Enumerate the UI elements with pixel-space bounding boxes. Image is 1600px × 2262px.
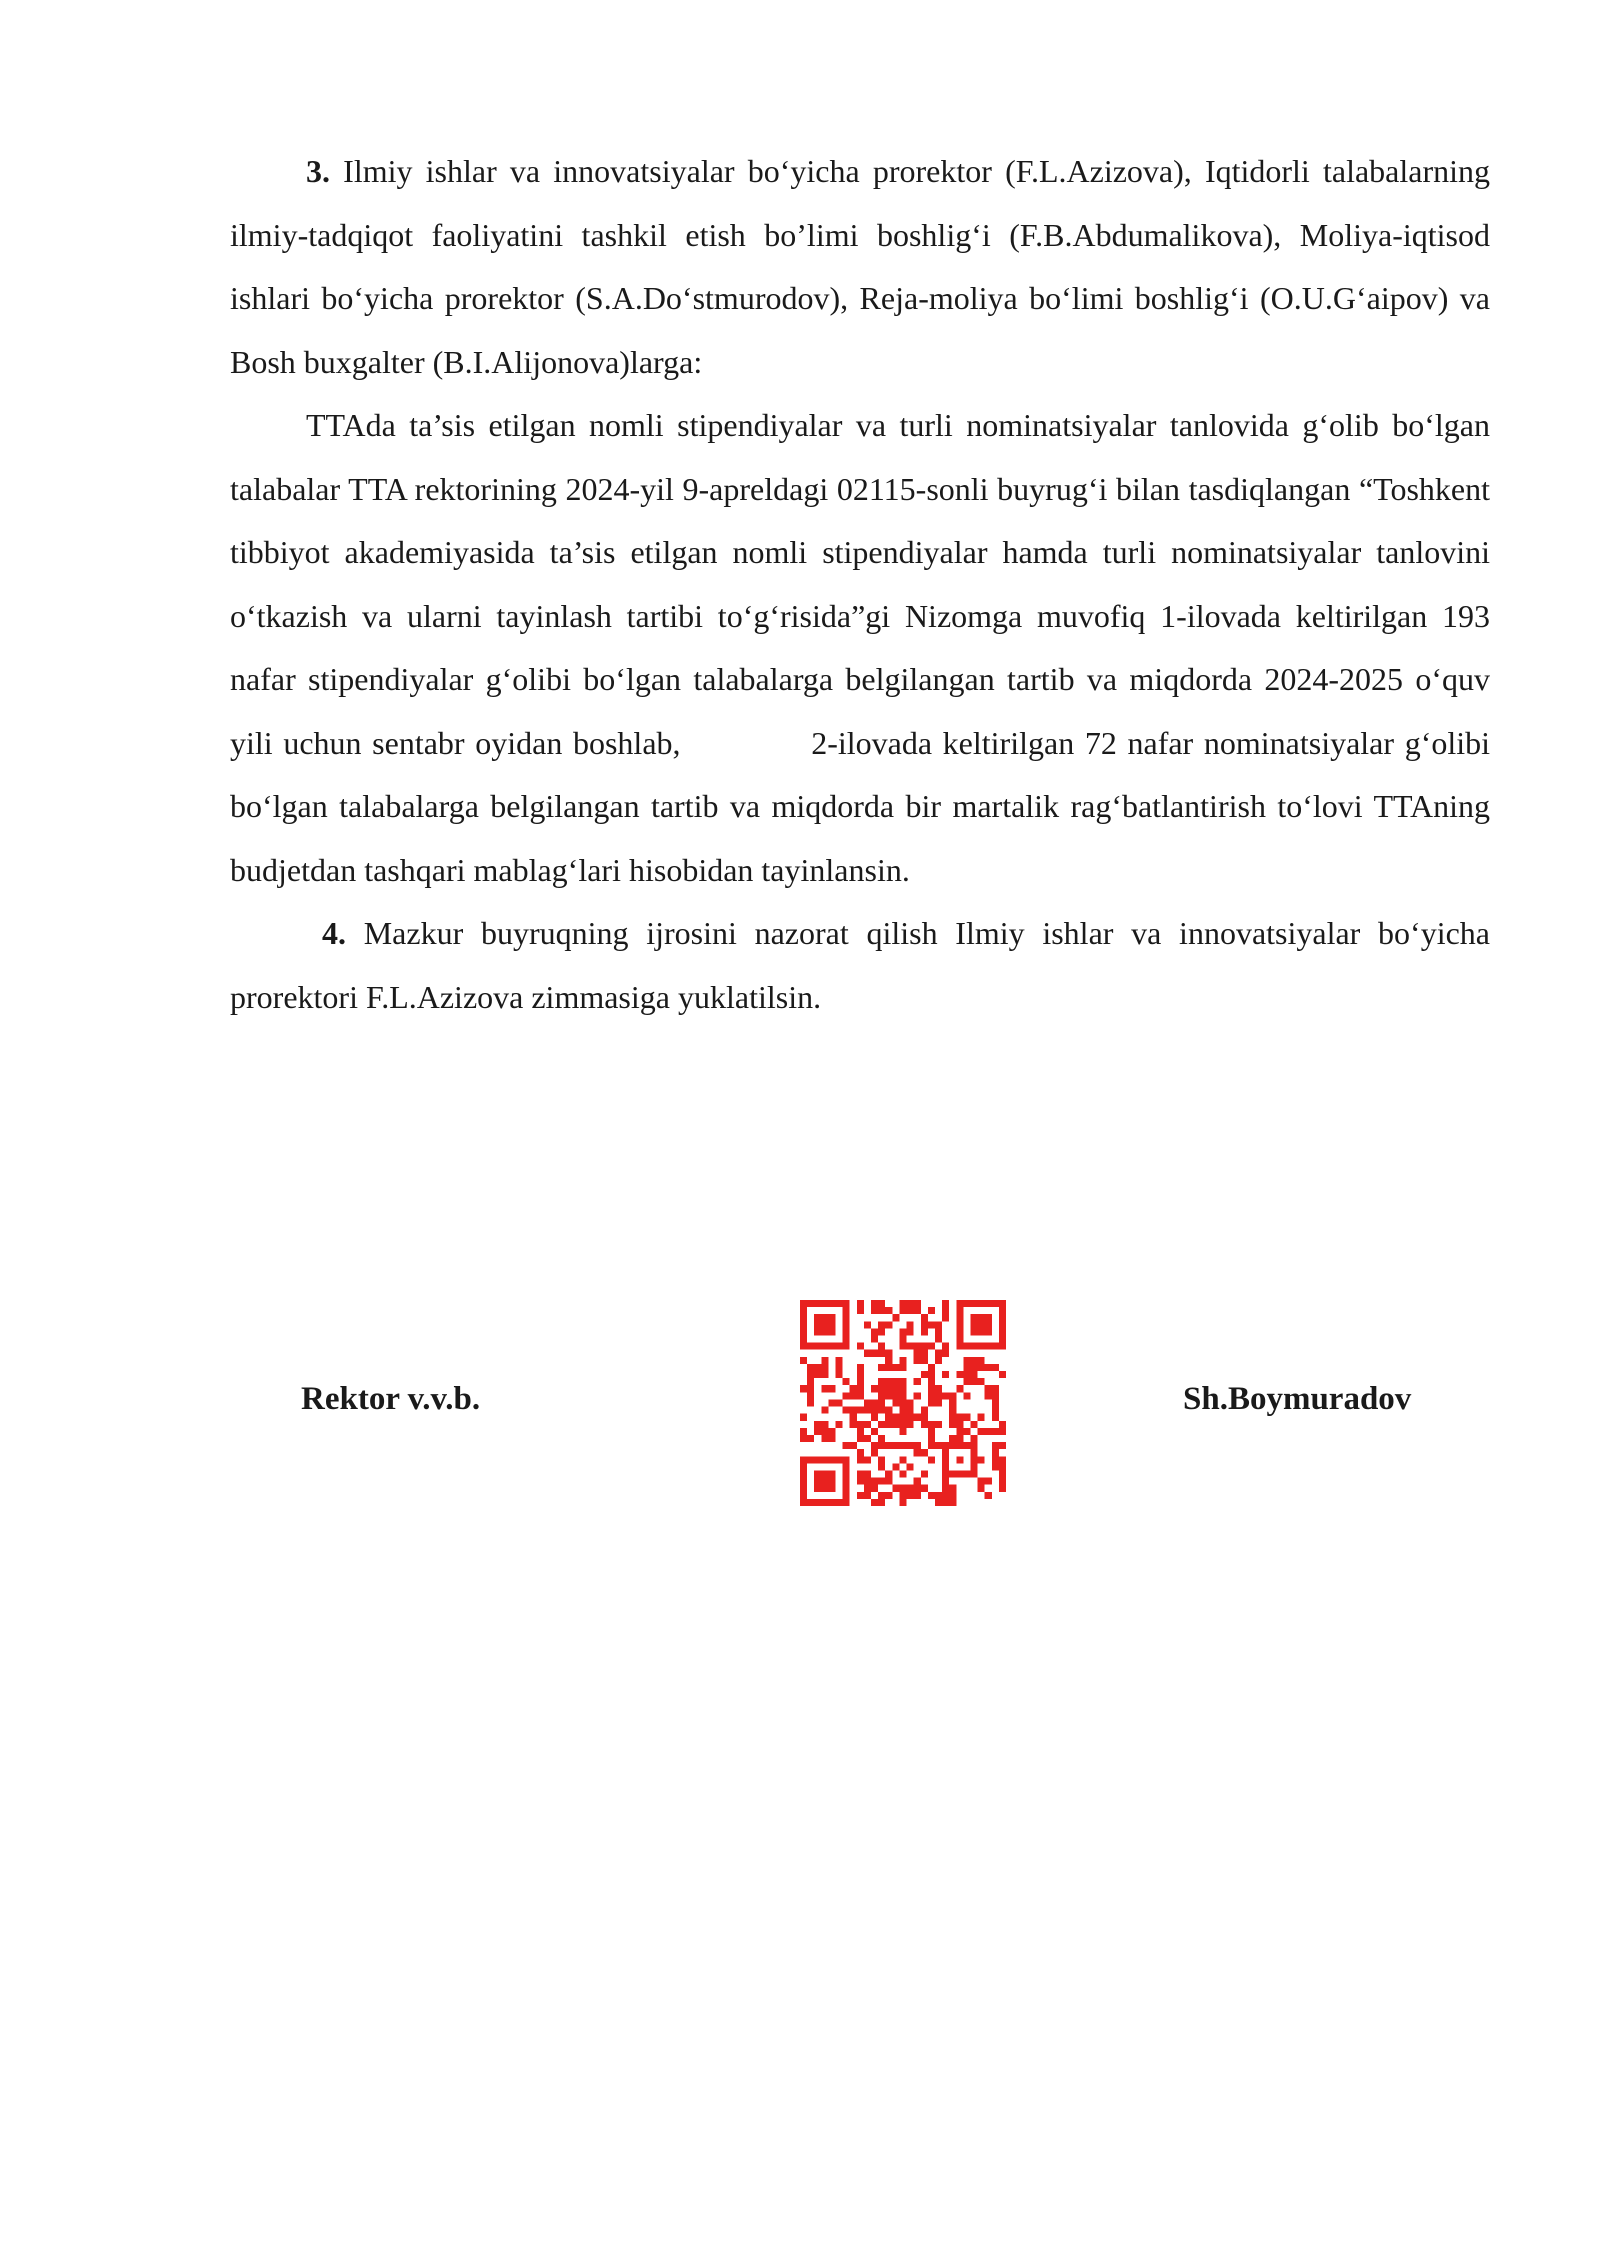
document-body bbox=[230, 140, 1490, 1029]
item-4-text: Mazkur buyruqning ijrosini nazorat qilish Ilmiy ishlar va innovatsiyalar bo‘yicha prorektori F.L.Azizova zimmasiga yuklatilsin. bbox=[230, 915, 1491, 1015]
signatory-name: Sh.Boymuradov bbox=[1183, 1381, 1412, 1417]
item-3-paragraph bbox=[230, 140, 1490, 394]
main-paragraph bbox=[230, 394, 1490, 902]
item-4-number: 4. bbox=[322, 915, 346, 951]
item-4-paragraph bbox=[230, 902, 1490, 1029]
qr-code bbox=[800, 1300, 1006, 1506]
item-3-number: 3. bbox=[306, 153, 330, 189]
main-paragraph-text-1: TTAda ta’sis etilgan nomli stipendiyalar va turli nominatsiyalar tanlovida g‘olib bo‘lgan talabalar TTA rektorining 2024-yil 9-apreldagi 02115-sonli buyrug‘i bilan tasdiqlangan “Toshkent tibbiyot akademiyasida ta’sis etilgan nomli stipendiyalar hamda turli nominatsiyalar tanlovini o‘tkazish va ularni tayinlash tartibi to‘g‘risida”gi Nizomga muvofiq 1-ilovada keltirilgan 193 nafar stipendiyalar g‘olibi bo‘lgan talabalarga belgilangan tartib va miqdorda 2024-2025 o‘quv yili uchun sentabr oyidan boshlab, bbox=[230, 407, 1490, 761]
main-paragraph-text-2: 2-ilovada keltirilgan 72 nafar nominatsiyalar g‘olibi bo‘lgan talabalarga belgilangan tartib va miqdorda bir martalik rag‘batlantirish to‘lovi TTAning budjetdan tashqari mablag‘lari hisobidan tayinlansin. bbox=[230, 724, 1491, 888]
signatory-title: Rektor v.v.b. bbox=[301, 1381, 481, 1417]
item-3-text: Ilmiy ishlar va innovatsiyalar bo‘yicha prorektor (F.L.Azizova), Iqtidorli talabalarning ilmiy-tadqiqot faoliyatini tashkil etish bo’limi boshlig‘i (F.B.Abdumalikova), Moliya-iqtisod ishlari bo‘yicha prorektor (S.A.Do‘stmurodov), Reja-moliya bo‘limi boshlig‘i (O.U.G‘aipov) va Bosh buxgalter (B.I.Alijonova)larga: bbox=[230, 153, 1491, 380]
